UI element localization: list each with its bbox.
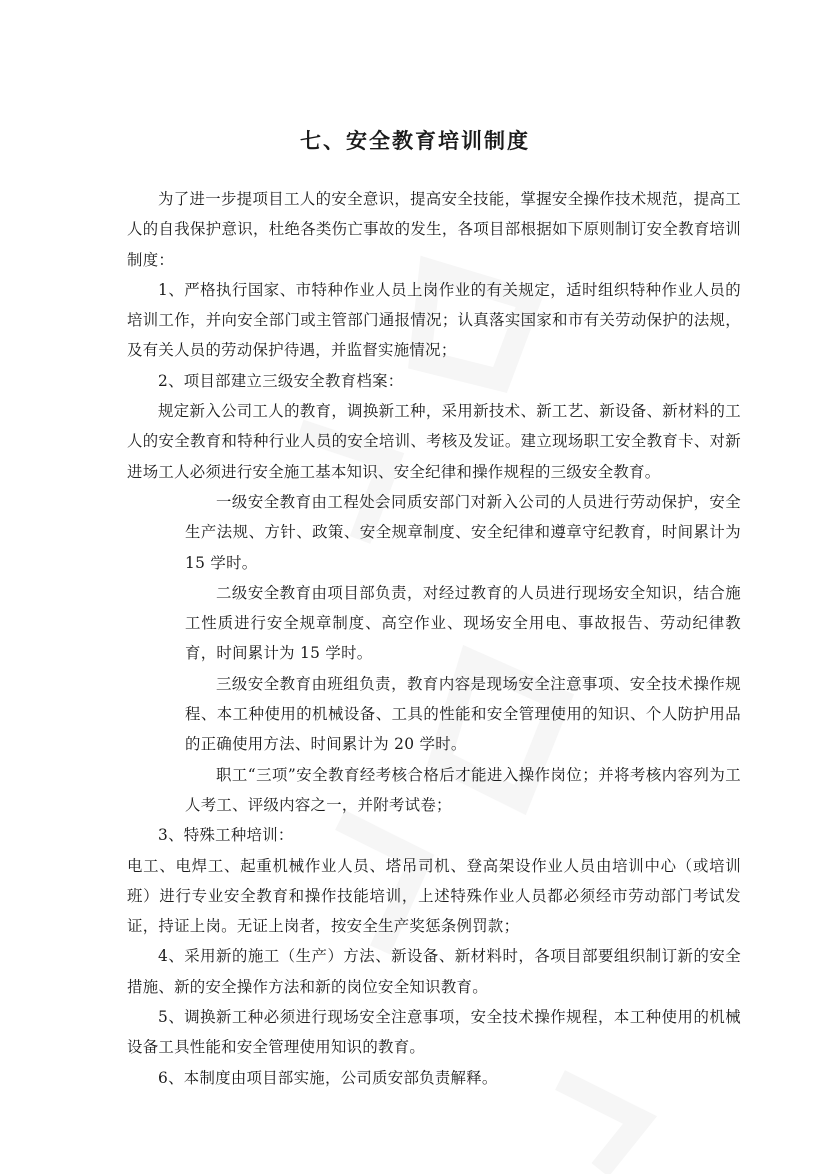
paragraph-item-3-detail: 电工、电焊工、起重机械作业人员、塔吊司机、登高架设作业人员由培训中心（或培训班）进行专业安全教育和操作技能培训，上述特殊作业人员都必须经市劳动部门考试发证，持证上岗。无证上岗者，按安全生产奖惩条例罚款； <box>127 856 741 936</box>
paragraph-intro: 为了进一步提项目工人的安全意识，提高安全技能，掌握安全操作技术规范，提高工人的自我保护意识，杜绝各类伤亡事故的发生，各项目部根据如下原则制订安全教育培训制度： <box>127 190 741 269</box>
paragraph-level-1-education: 一级安全教育由工程处会同质安部门对新入公司的人员进行劳动保护，安全生产法规、方针、政策、安全规章制度、安全纪律和遵章守纪教育，时间累计为 15 学时。 <box>185 492 741 572</box>
document-body <box>127 184 741 1093</box>
paragraph-item-4: 4、采用新的施工（生产）方法、新设备、新材料时，各项目部要组织制订新的安全措施、新的安全操作方法和新的岗位安全知识教育。 <box>127 947 741 996</box>
paragraph-item-5: 5、调换新工种必须进行现场安全注意事项，安全技术操作规程，本工种使用的机械设备工具性能和安全管理使用知识的教育。 <box>127 1008 741 1057</box>
paragraph-level-2-education: 二级安全教育由项目部负责，对经过教育的人员进行现场安全知识，结合施工性质进行安全规章制度、高空作业、现场安全用电、事故报告、劳动纪律教育，时间累计为 15 学时。 <box>185 583 741 663</box>
paragraph-item-1: 1、严格执行国家、市特种作业人员上岗作业的有关规定，适时组织特种作业人员的培训工作，并向安全部门或主管部门通报情况；认真落实国家和市有关劳动保护的法规，及有关人员的劳动保护待遇，并监督实施情况； <box>127 280 741 360</box>
paragraph-item-6: 6、本制度由项目部实施，公司质安部负责解释。 <box>158 1068 498 1087</box>
page-title: 七、安全教育培训制度 <box>300 128 530 153</box>
paragraph-three-items-note: 职工“三项”安全教育经考核合格后才能进入操作岗位；并将考核内容列为工人考工、评级内容之一，并附考试卷； <box>185 765 741 814</box>
paragraph-item-2-detail: 规定新入公司工人的教育，调换新工种，采用新技术、新工艺、新设备、新材料的工人的安全教育和特种行业人员的安全培训、考核及发证。建立现场职工安全教育卡、对新进场工人必须进行安全施工基本知识、安全纪律和操作规程的三级安全教育。 <box>127 402 741 481</box>
paragraph-item-3: 3、特殊工种培训： <box>158 826 294 845</box>
paragraph-level-3-education: 三级安全教育由班组负责，教育内容是现场安全注意事项、安全技术操作规程、本工种使用的机械设备、工具的性能和安全管理使用的知识、个人防护用品的正确使用方法、时间累计为 20 学时。 <box>185 674 741 754</box>
paragraph-item-2: 2、项目部建立三级安全教育档案： <box>158 371 404 390</box>
